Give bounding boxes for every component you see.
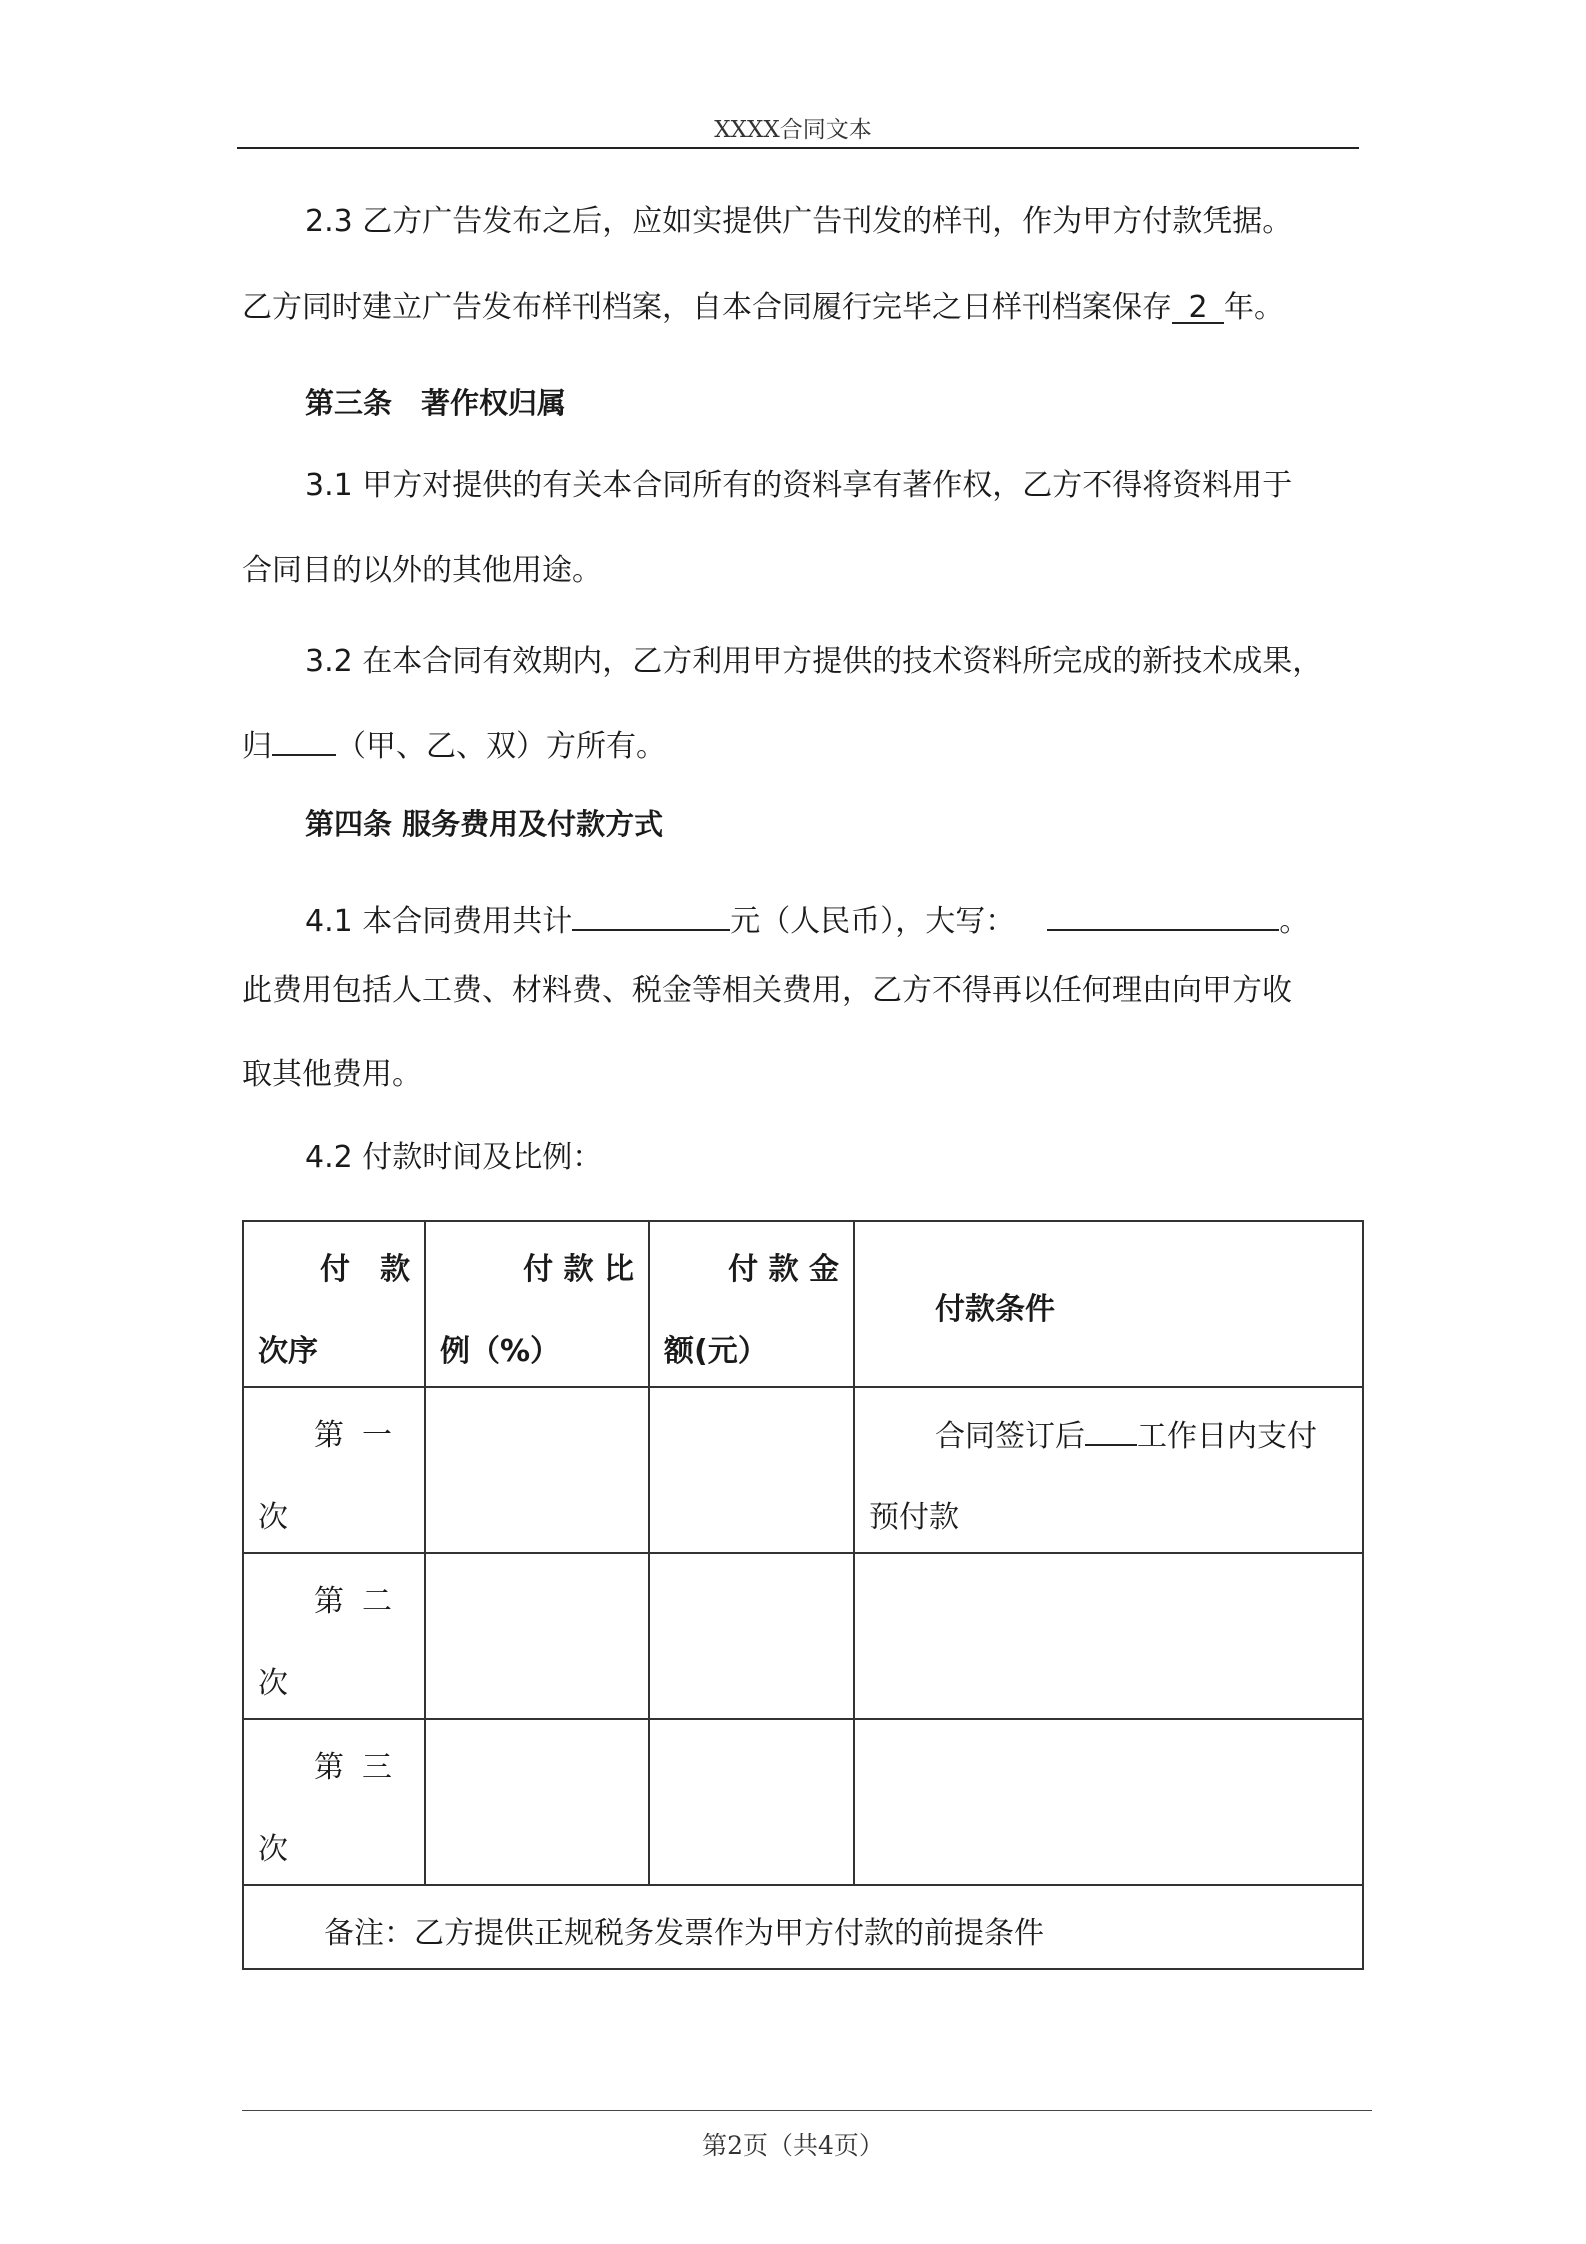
- condition-line1: [935, 1410, 1317, 1455]
- clause-3-2-text: 归: [242, 729, 272, 764]
- header-cell: [854, 1221, 1363, 1387]
- clause-4-1-text-mid: 元（人民币），大写：: [730, 904, 1016, 939]
- row-label-a: 第二: [314, 1584, 410, 1619]
- years-blank: 2: [1172, 288, 1224, 324]
- article-4-heading: 第四条 服务费用及付款方式: [305, 807, 664, 841]
- header-col4: 付款条件: [935, 1292, 1055, 1327]
- row-label-b: 次: [258, 1832, 288, 1867]
- clause-4-2: 4.2 付款时间及比例：: [305, 1140, 603, 1175]
- table-cell: [243, 1553, 425, 1719]
- table-cell: [854, 1553, 1363, 1719]
- table-row: [243, 1387, 1363, 1553]
- header-cell: [649, 1221, 854, 1387]
- amount-blank: [572, 895, 730, 931]
- table-cell: [425, 1387, 649, 1553]
- row-label-b: 次: [258, 1666, 288, 1701]
- header-rule: [237, 147, 1359, 149]
- table-cell: [243, 1719, 425, 1885]
- header-col1-b: 次序: [258, 1334, 318, 1369]
- article-3-heading: 第三条 著作权归属: [305, 386, 567, 420]
- page-header-title: XXXX合同文本: [714, 117, 872, 143]
- clause-2-3-line2: [242, 288, 1284, 328]
- row-label-a: 第一: [314, 1418, 410, 1453]
- clause-3-1-line1: 3.1 甲方对提供的有关本合同所有的资料享有著作权，乙方不得将资料用于: [305, 468, 1293, 503]
- clause-3-2-line1: 3.2 在本合同有效期内，乙方利用甲方提供的技术资料所完成的新技术成果，: [305, 644, 1323, 679]
- header-col2-a: 付 款 比: [523, 1252, 634, 1287]
- days-blank: [1085, 1410, 1137, 1446]
- amount-words-blank: [1047, 895, 1279, 931]
- clause-4-1-text-end: 。: [1279, 904, 1310, 939]
- clause-2-3-line1: 2.3 乙方广告发布之后，应如实提供广告刊发的样刊，作为甲方付款凭据。: [305, 204, 1293, 239]
- header-col3-b: 额(元）: [664, 1334, 768, 1369]
- table-cell: [649, 1553, 854, 1719]
- header-cell: [425, 1221, 649, 1387]
- header-col1-a: 付 款: [320, 1252, 410, 1287]
- note-cell: [243, 1885, 1363, 1969]
- clause-3-2-line2: [242, 720, 666, 767]
- clause-2-3-text-end: 年。: [1224, 290, 1284, 325]
- table-cell: [649, 1387, 854, 1553]
- clause-4-1-line3: 取其他费用。: [242, 1057, 422, 1092]
- condition-line2: 预付款: [869, 1500, 959, 1535]
- clause-4-1-text: 4.1 本合同费用共计: [305, 904, 573, 939]
- table-note: 备注：乙方提供正规税务发票作为甲方付款的前提条件: [324, 1916, 1044, 1951]
- table-cell: [854, 1387, 1363, 1553]
- clause-3-1-line2: 合同目的以外的其他用途。: [242, 553, 602, 588]
- table-cell: [854, 1719, 1363, 1885]
- condition-text: 合同签订后: [935, 1419, 1085, 1454]
- clause-4-1-line1: [305, 895, 1309, 942]
- header-col3-a: 付 款 金: [728, 1252, 839, 1287]
- table-note-row: [243, 1885, 1363, 1969]
- page-number: 第2页（共4页）: [702, 2131, 884, 2160]
- payment-table: [242, 1220, 1364, 1970]
- table-cell: [649, 1719, 854, 1885]
- table-cell: [425, 1553, 649, 1719]
- row-label-a: 第三: [314, 1750, 410, 1785]
- header-col2-b: 例（%）: [440, 1334, 561, 1369]
- clause-4-1-line2: 此费用包括人工费、材料费、税金等相关费用，乙方不得再以任何理由向甲方收: [242, 973, 1292, 1008]
- clause-3-2-text-end: （甲、乙、双）方所有。: [336, 729, 666, 764]
- table-cell: [243, 1387, 425, 1553]
- table-row: [243, 1719, 1363, 1885]
- table-header-row: [243, 1221, 1363, 1387]
- header-cell: [243, 1221, 425, 1387]
- footer-rule: [242, 2110, 1372, 2111]
- condition-text-end: 工作日内支付: [1137, 1419, 1317, 1454]
- owner-blank: [272, 720, 336, 756]
- clause-2-3-text: 乙方同时建立广告发布样刊档案，自本合同履行完毕之日样刊档案保存: [242, 290, 1172, 325]
- table-row: [243, 1553, 1363, 1719]
- row-label-b: 次: [258, 1500, 288, 1535]
- table-cell: [425, 1719, 649, 1885]
